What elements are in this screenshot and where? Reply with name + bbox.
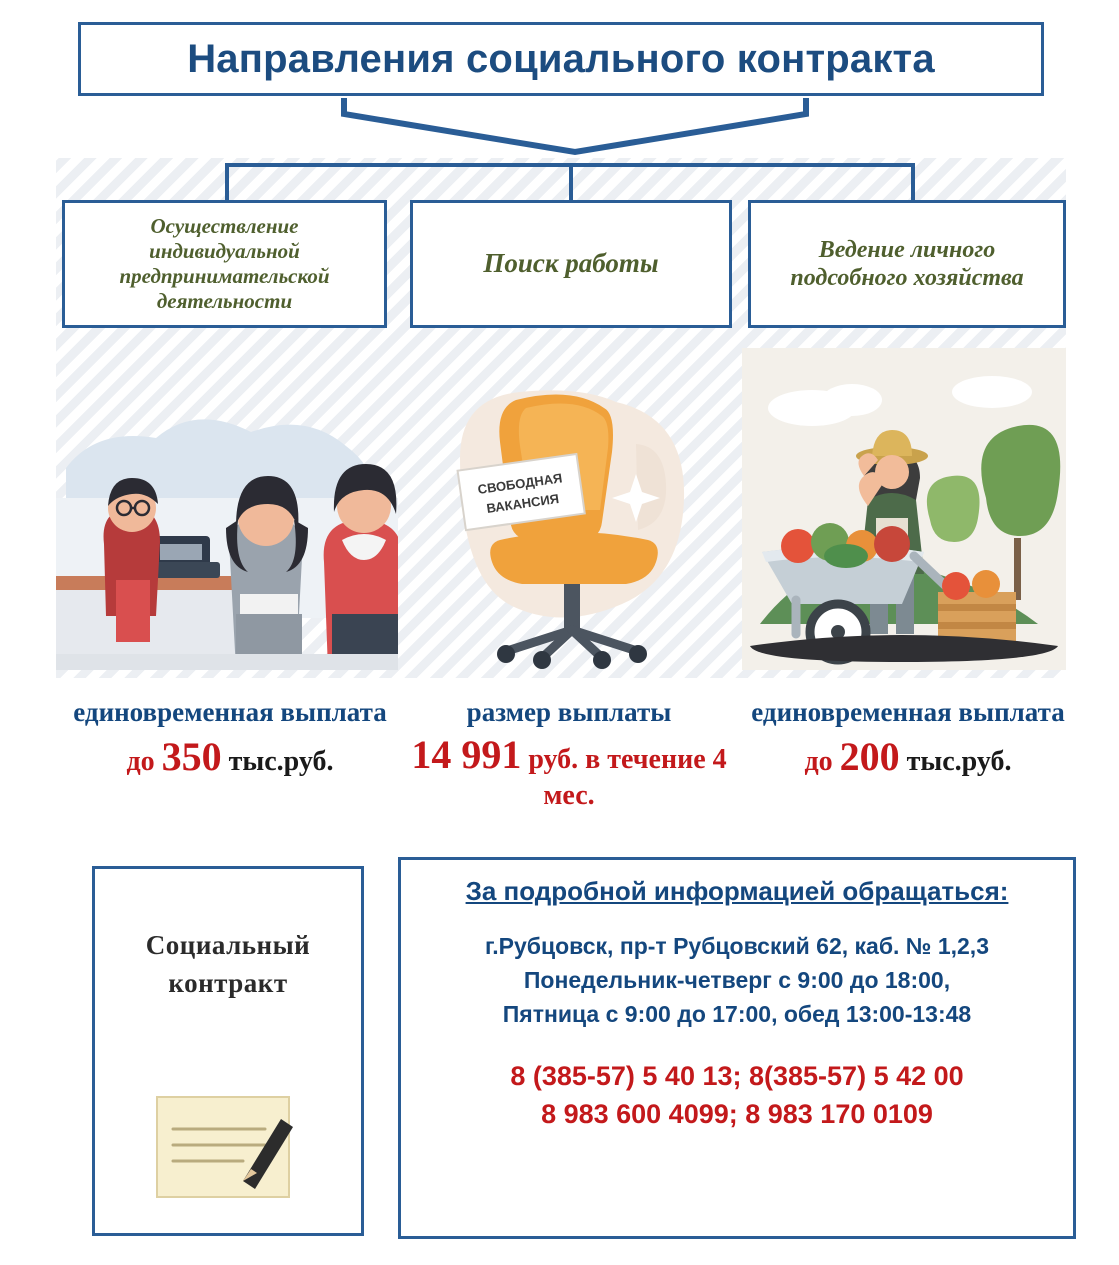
payout-value: 200 [839,733,900,779]
payout-label: единовременная выплата [751,697,1065,727]
farmer-with-wheelbarrow-illustration [742,348,1066,670]
page-title-text: Направления социального контракта [187,36,935,81]
payout-amount [742,733,1074,781]
signed-document-icon [147,1089,315,1207]
connector-branch-right [911,163,915,203]
contacts-phone-line-2[interactable]: 8 983 600 4099; 8 983 170 0109 [541,1099,933,1130]
contacts-hours-friday: Пятница с 9:00 до 17:00, обед 13:00-13:48 [502,1001,972,1028]
payout-value: 14 991 [411,731,522,777]
payout-value: 350 [161,733,222,779]
connector-branch-center [569,163,573,203]
category-label: Осуществление индивидуальной предпринимательской деятельности [119,214,330,313]
contacts-box [398,857,1076,1239]
payout-label: единовременная выплата [73,697,387,727]
svg-text:ВАКАНСИЯ: ВАКАНСИЯ [485,490,560,516]
contacts-heading: За подробной информацией обращаться: [465,876,1009,906]
category-box-entrepreneurship [62,200,387,328]
svg-text:СВОБОДНАЯ: СВОБОДНАЯ [476,470,564,497]
contacts-address: г.Рубцовск, пр-т Рубцовский 62, каб. № 1,2,3 [484,933,989,959]
payout-suffix: тыс.руб. [899,745,1012,777]
social-contract-title: Социальный контракт [145,930,311,998]
contacts-phone-line-1[interactable]: 8 (385-57) 5 40 13; 8(385-57) 5 42 00 [510,1061,964,1092]
connector-branch-left [225,163,229,203]
page-title [78,22,1044,96]
contacts-phones [401,1057,1073,1134]
social-contract-card [92,866,364,1236]
payout-prefix: до [126,745,162,777]
category-box-job-search [410,200,732,328]
office-chair-vacancy-illustration [404,348,734,670]
payout-block-household [742,697,1074,781]
category-label: Поиск работы [483,248,659,279]
payout-block-job-search [404,697,734,812]
contacts-hours-weekday: Понедельник-четверг с 9:00 до 18:00, [523,967,951,994]
category-label: Ведение личного подсобного хозяйства [790,236,1024,291]
payout-amount [56,733,404,781]
payout-block-entrepreneurship [56,697,404,781]
category-box-household [748,200,1066,328]
payout-label: размер выплаты [466,697,672,727]
down-arrow-icon [330,96,820,158]
payout-amount [404,731,734,813]
shop-entrepreneurs-illustration [56,348,398,670]
payout-prefix: до [804,745,840,777]
payout-suffix: тыс.руб. [221,745,334,777]
payout-suffix: руб. в течение 4 мес. [521,743,727,811]
